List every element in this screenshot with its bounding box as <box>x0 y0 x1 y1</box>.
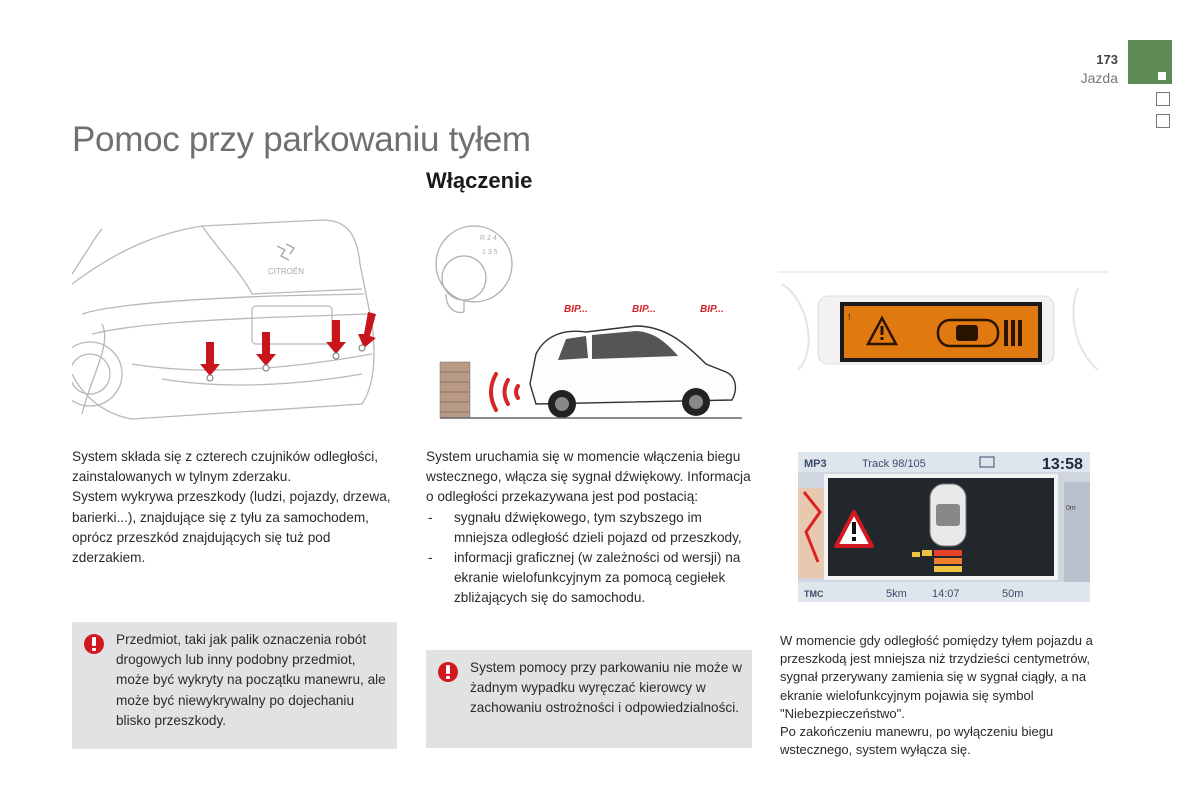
warning-icon <box>438 662 458 682</box>
column2-intro: System uruchamia się w momencie włączenia biegu wstecznego, włącza się sygnał dźwiękowy. Informacja o odległości przekazywana jest pod postacią: <box>426 449 751 505</box>
screen-side-label: 0m <box>1066 505 1076 512</box>
screen-remaining: 50m <box>1002 588 1024 600</box>
reversing-car-illustration <box>426 214 748 424</box>
multifunction-screen-illustration <box>798 452 1090 602</box>
svg-text:1 3 5: 1 3 5 <box>482 249 498 256</box>
list-item: - sygnału dźwiękowego, tym szybszego im mniejsza odległość dzieli pojazd od przeszkody, <box>426 508 756 548</box>
screen-track: Track 98/105 <box>862 458 926 470</box>
page-title: Pomoc przy parkowaniu tyłem <box>72 120 531 159</box>
column1-text: System składa się z czterech czujników odległości, zainstalowanych w tylnym zderzaku. System wykrywa przeszkody (ludzi, pojazdy, drzewa, barierki...), znajdujące się z tyłu za samochodem, oprócz przeszkód znajdujących się tuż pod zderzakiem. <box>72 449 391 566</box>
svg-text:!: ! <box>848 312 851 322</box>
beep-label: BIP... <box>564 304 588 315</box>
list-item: - informacji graficznej (w zależności od wersji) na ekranie wielofunkcyjnym za pomocą cegiełek zbliżających się do samochodu. <box>426 548 756 609</box>
section-heading: Włączenie <box>426 168 533 193</box>
warning-box-sensor <box>72 622 397 749</box>
brand-badge: CITROËN <box>268 267 304 276</box>
rear-bumper-illustration <box>72 214 390 436</box>
chapter-tab-box <box>1156 92 1170 106</box>
svg-text:R 2 4: R 2 4 <box>480 235 497 242</box>
screen-source: MP3 <box>804 458 827 470</box>
column2-list <box>426 508 756 609</box>
chapter-tab-dot <box>1158 72 1166 80</box>
screen-distance: 5km <box>886 588 907 600</box>
warning-text: Przedmiot, taki jak palik oznaczenia robót drogowych lub inny podobny przedmiot, może być wykryty na początku manewru, ale może być niewykrywalny po dojechaniu blisko przeszkody. <box>116 632 386 728</box>
column3-text: W momencie gdy odległość pomiędzy tyłem pojazdu a przeszkodą jest mniejsza niż trzydzieści centymetrów, sygnał przerywany zamienia się w sygnał ciągły, a na ekranie wielofunkcyjnym pojawia się symbol "Niebezpieczeństwo". Po zakończeniu manewru, po wyłączeniu biegu wstecznego, system wyłącza się. <box>780 633 1093 758</box>
section-name: Jazda <box>1080 70 1118 86</box>
chapter-tab-active <box>1128 40 1172 84</box>
beep-label: BIP... <box>632 304 656 315</box>
warning-text: System pomocy przy parkowaniu nie może w żadnym wypadku wyręczać kierowcy w zachowaniu ostrożności i odpowiedzialności. <box>470 660 742 716</box>
warning-box-responsibility <box>426 650 752 748</box>
dashboard-display-illustration <box>778 270 1108 374</box>
screen-clock: 13:58 <box>1042 456 1083 473</box>
beep-label: BIP... <box>700 304 724 315</box>
page-number: 173 <box>1096 52 1118 67</box>
screen-time: 14:07 <box>932 588 960 600</box>
screen-tmc: TMC <box>804 589 824 599</box>
chapter-tab-box <box>1156 114 1170 128</box>
warning-icon <box>84 634 104 654</box>
column2-text <box>426 447 756 609</box>
